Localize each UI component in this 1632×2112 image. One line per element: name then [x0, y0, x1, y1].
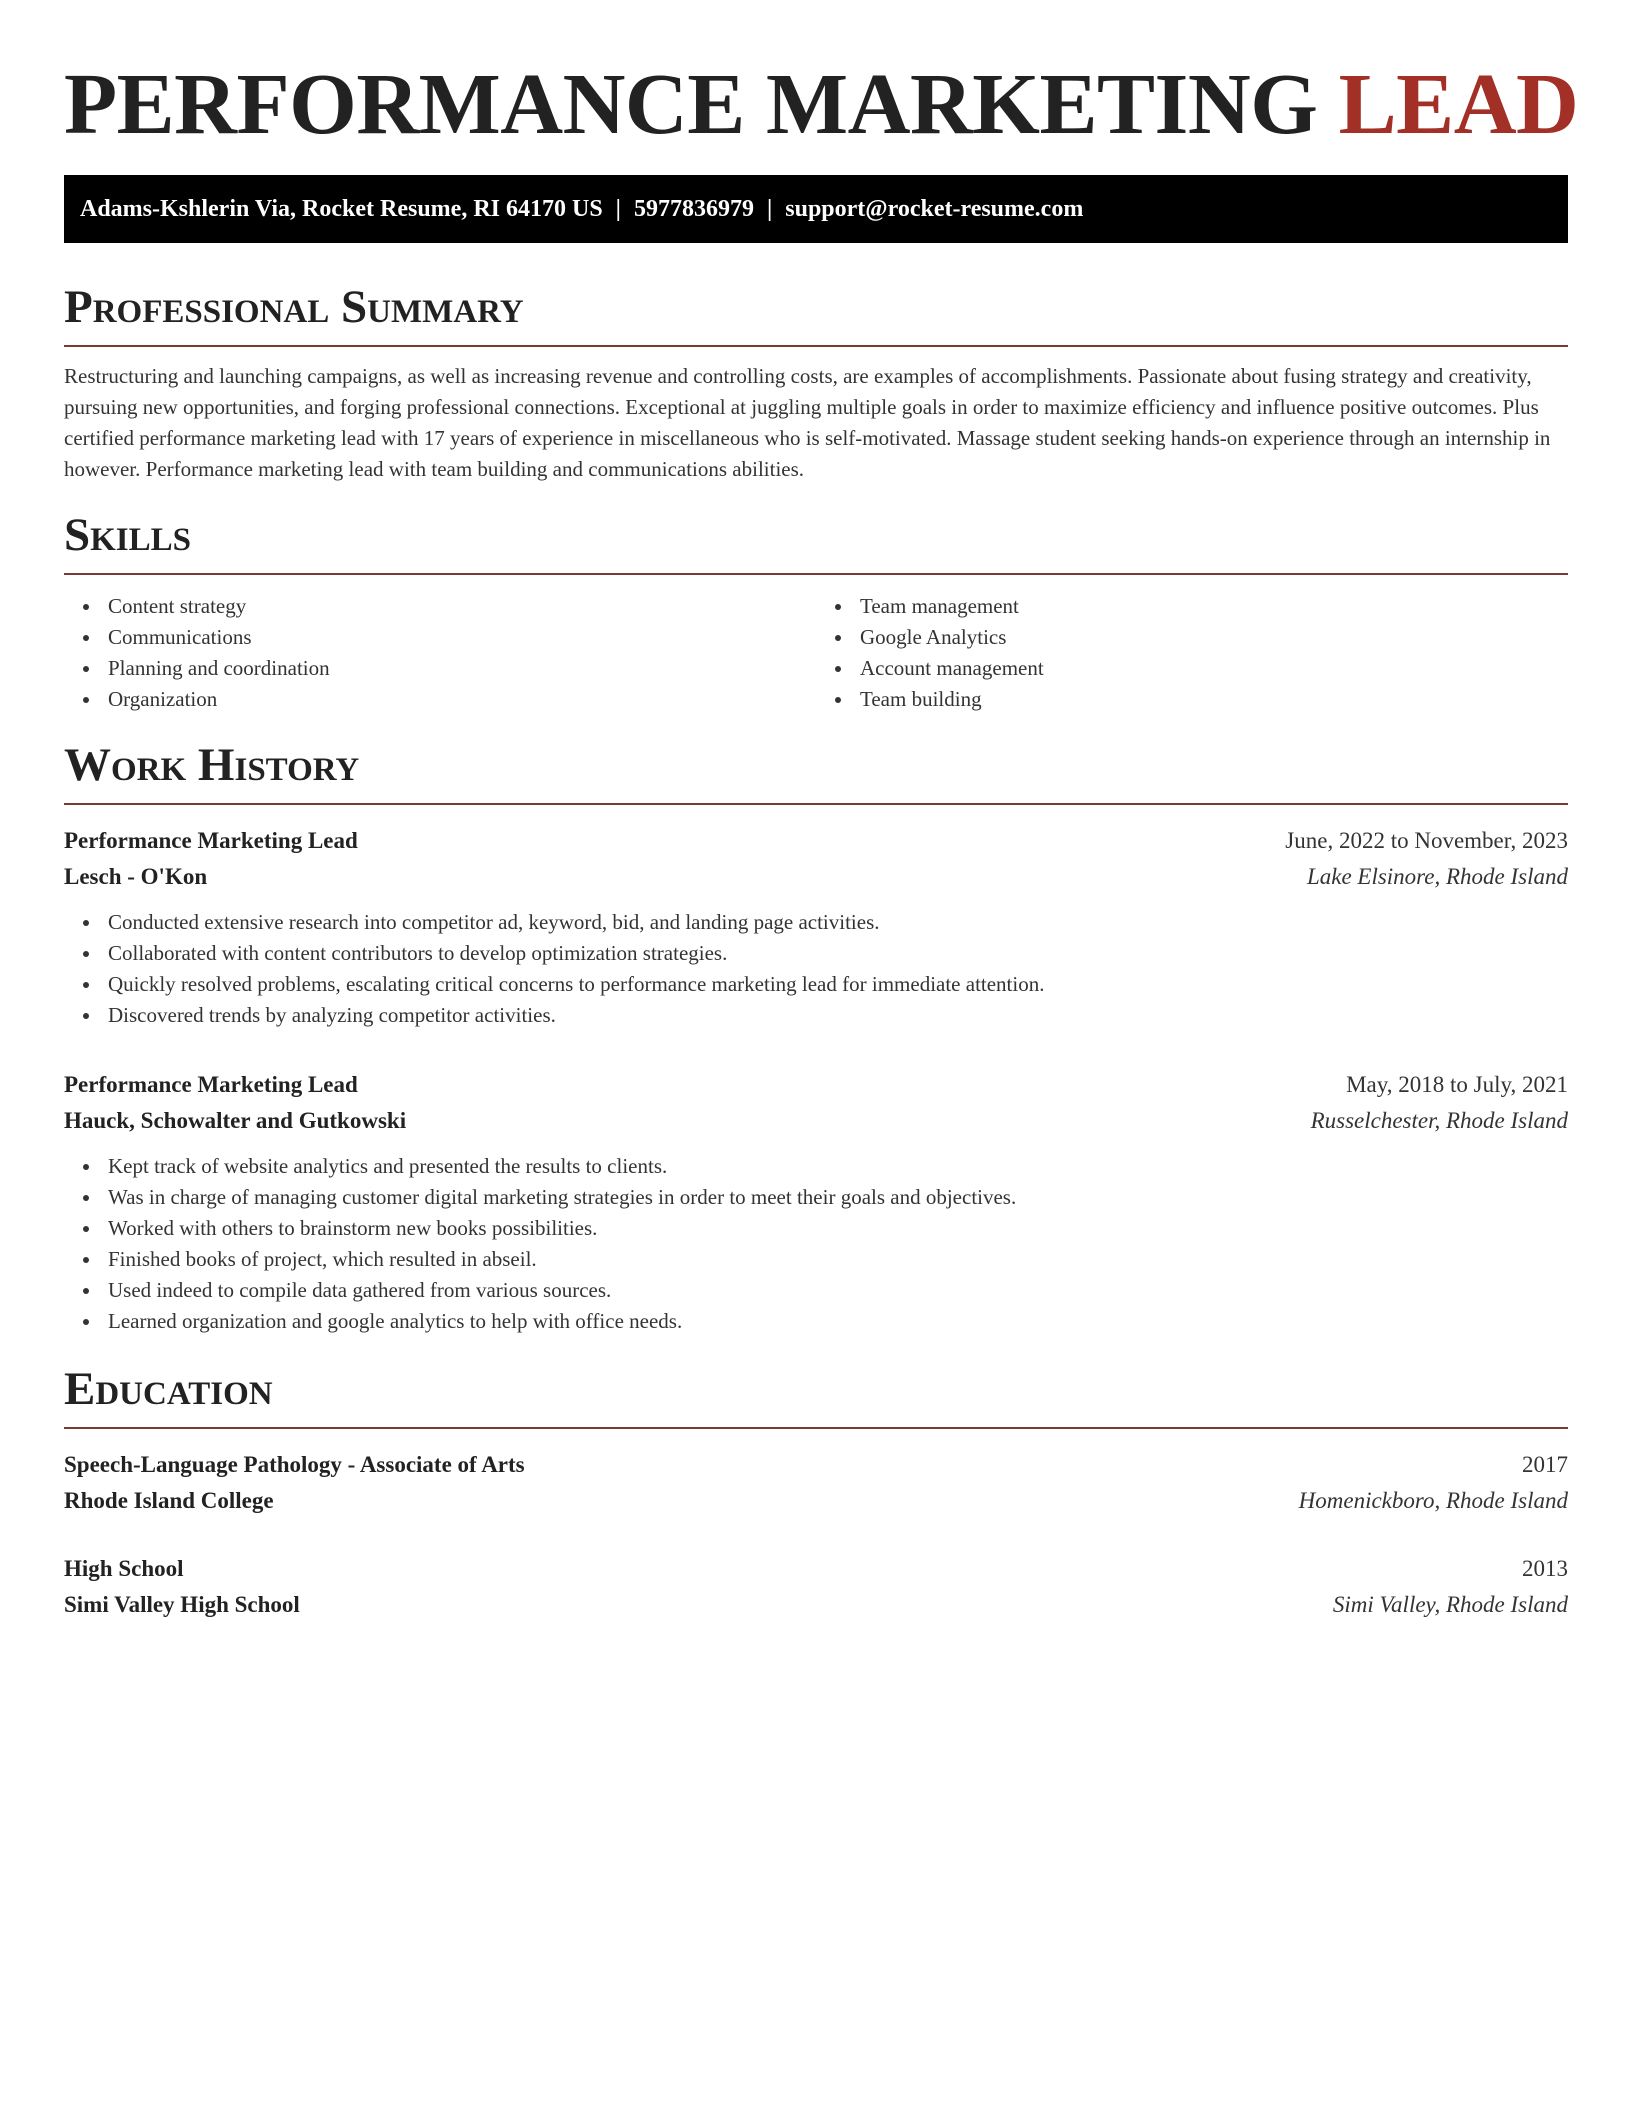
education-degree: Speech-Language Pathology - Associate of Arts: [64, 1452, 525, 1477]
job-company-row: [64, 1103, 1568, 1139]
job-bullet: Finished books of project, which resulted in abseil.: [108, 1244, 1568, 1275]
education-year: 2013: [1522, 1556, 1568, 1581]
contact-bar: [64, 175, 1568, 243]
job-company: Lesch - O'Kon: [64, 864, 208, 889]
resume-title: [64, 55, 1579, 152]
skill-item: Planning and coordination: [108, 653, 816, 684]
skill-item: Content strategy: [108, 591, 816, 622]
job-location: Russelchester, Rhode Island: [1310, 1108, 1568, 1133]
job-bullets: [64, 1151, 1568, 1337]
skill-item: Organization: [108, 684, 816, 715]
education-school: Rhode Island College: [64, 1488, 274, 1513]
job-bullet: Quickly resolved problems, escalating critical concerns to performance marketing lead for immediate attention.: [108, 969, 1568, 1000]
skills-heading: Skills: [64, 509, 1568, 575]
education-degree-row: [64, 1551, 1568, 1587]
job-bullet: Learned organization and google analytics to help with office needs.: [108, 1306, 1568, 1337]
job-dates: June, 2022 to November, 2023: [1285, 828, 1568, 853]
education-school-row: [64, 1483, 1568, 1519]
education-year: 2017: [1522, 1452, 1568, 1477]
contact-address: Adams-Kshlerin Via, Rocket Resume, RI 64170 US: [80, 196, 603, 222]
job-bullet: Conducted extensive research into competitor ad, keyword, bid, and landing page activities.: [108, 907, 1568, 938]
job-bullet: Kept track of website analytics and presented the results to clients.: [108, 1151, 1568, 1182]
work-history-section: [64, 739, 1568, 1337]
job-bullets: [64, 907, 1568, 1031]
job-company-row: [64, 859, 1568, 895]
job-entry: [64, 823, 1568, 1031]
education-school-row: [64, 1587, 1568, 1623]
skill-item: Account management: [860, 653, 1568, 684]
education-entry: [64, 1447, 1568, 1519]
education-section: [64, 1363, 1568, 1623]
skill-item: Communications: [108, 622, 816, 653]
title-main: PERFORMANCE MARKETING: [64, 55, 1339, 152]
education-degree-row: [64, 1447, 1568, 1483]
skills-section: [64, 509, 1568, 715]
contact-email: support@rocket-resume.com: [785, 196, 1084, 222]
contact-separator: |: [615, 196, 621, 222]
job-bullet: Was in charge of managing customer digital marketing strategies in order to meet their goals and objectives.: [108, 1182, 1568, 1213]
job-title-row: [64, 823, 1568, 859]
skills-list-left: [64, 591, 816, 715]
skill-item: Team building: [860, 684, 1568, 715]
work-history-heading: Work History: [64, 739, 1568, 805]
education-school: Simi Valley High School: [64, 1592, 300, 1617]
education-location: Homenickboro, Rhode Island: [1298, 1488, 1568, 1513]
education-entry: [64, 1551, 1568, 1623]
skill-item: Google Analytics: [860, 622, 1568, 653]
job-entry: [64, 1067, 1568, 1337]
job-title-row: [64, 1067, 1568, 1103]
title-accent: LEAD: [1338, 55, 1579, 152]
skills-columns: [64, 591, 1568, 715]
job-title: Performance Marketing Lead: [64, 1072, 358, 1097]
contact-separator: |: [766, 196, 773, 222]
job-bullet: Discovered trends by analyzing competitor activities.: [108, 1000, 1568, 1031]
education-heading: Education: [64, 1363, 1568, 1429]
job-title: Performance Marketing Lead: [64, 828, 358, 853]
skill-item: Team management: [860, 591, 1568, 622]
education-degree: High School: [64, 1556, 184, 1581]
summary-heading: Professional Summary: [64, 281, 1568, 347]
job-location: Lake Elsinore, Rhode Island: [1306, 864, 1568, 889]
summary-text: Restructuring and launching campaigns, as well as increasing revenue and controlling costs, are examples of accomplishments. Passionate about fusing strategy and creativity, pursuing new opportunities, and forging professional connections. Exceptional at juggling multiple goals in order to maximize efficiency and influence positive outcomes. Plus certified performance marketing lead with 17 years of experience in miscellaneous who is self-motivated. Massage student seeking hands-on experience through an internship in however. Performance marketing lead with team building and communications abilities.: [64, 364, 1551, 481]
job-dates: May, 2018 to July, 2021: [1346, 1072, 1568, 1097]
job-bullet: Collaborated with content contributors to develop optimization strategies.: [108, 938, 1568, 969]
job-company: Hauck, Schowalter and Gutkowski: [64, 1108, 407, 1133]
education-location: Simi Valley, Rhode Island: [1332, 1592, 1568, 1617]
summary-section: [64, 281, 1568, 485]
resume-page: [64, 0, 1579, 1623]
job-bullet: Worked with others to brainstorm new books possibilities.: [108, 1213, 1568, 1244]
skills-list-right: [816, 591, 1568, 715]
job-bullet: Used indeed to compile data gathered from various sources.: [108, 1275, 1568, 1306]
contact-phone: 5977836979: [633, 196, 754, 222]
